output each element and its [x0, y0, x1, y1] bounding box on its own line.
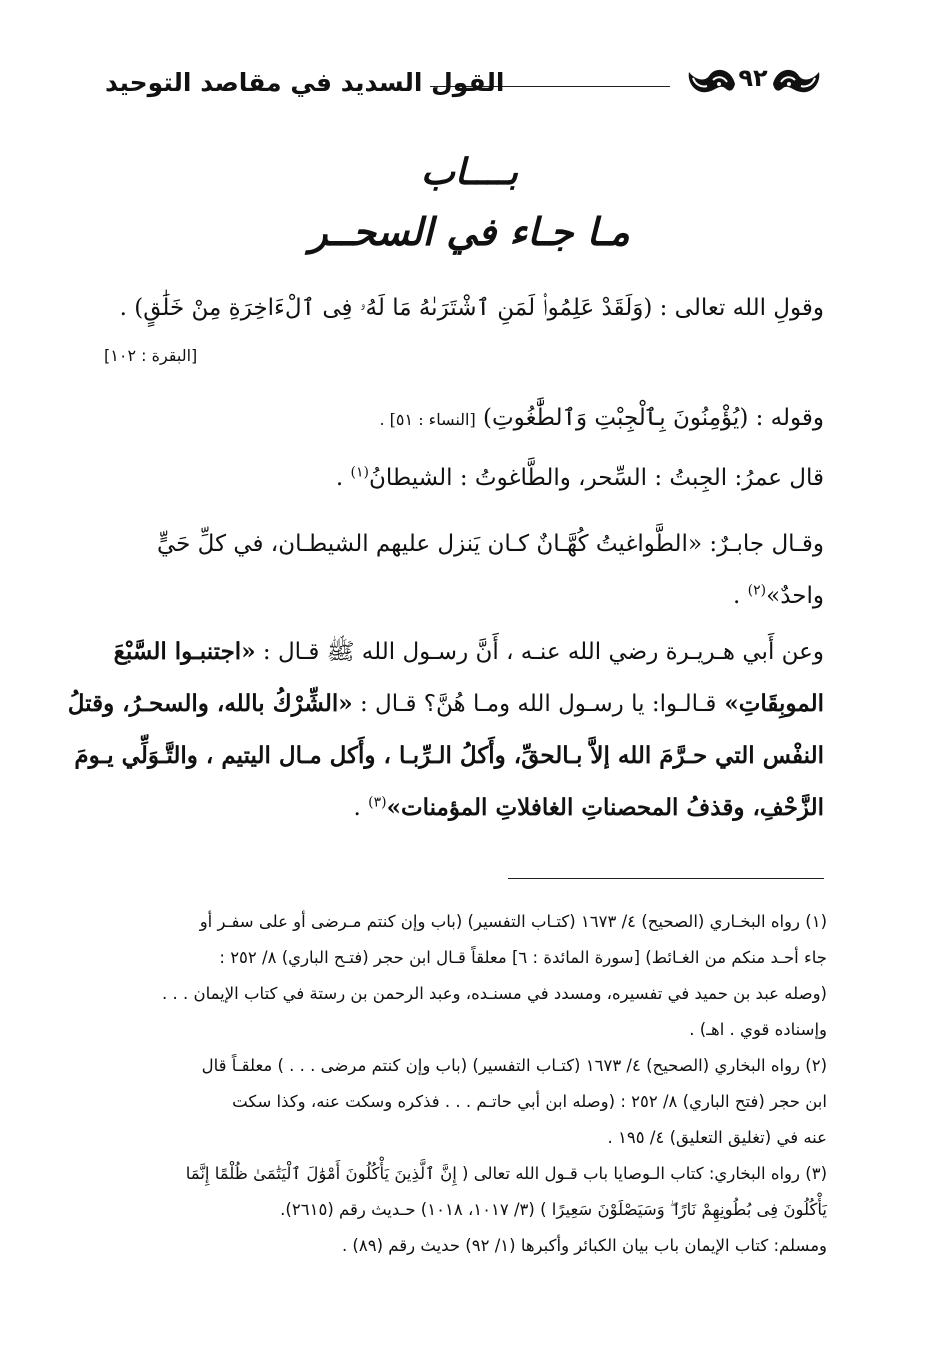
chapter-label: بــــاب — [420, 152, 519, 193]
quote-umar: قال عمرُ: الجِبتُ : السِّحر، والطَّاغوتُ : الشيطانُ — [368, 465, 824, 491]
paragraph-hadith: وعن أَبي هـريـرة رضي الله عنـه ، أَنَّ رسـول الله ﷺ قـال : «اجتنبـوا السَّبْعَ الموبِقَاتِ» قـالـوا: يا رسـول الله ومـا هُنَّ؟ قـال : «الشِّرْكُ بالله، والسحـرُ، وقتلُ النفْس التي حـرَّمَ الله إلاَّ بـالحقِّ، وأَكلُ الـرِّبـا ، وأَكل مـال اليتيم ، والتَّـوَلِّي يـومَ الزَّحْفِ، وقذفُ المحصناتِ الغافلاتِ المؤمنات»$^{(٣)}$ . — [67, 638, 824, 821]
chapter-title: مـا جـاء في السحــر — [309, 210, 630, 254]
hadith-line-2b: قـالـوا: يا رسـول الله ومـا هُنَّ؟ قـال : — [352, 691, 717, 717]
ornament-right-icon — [769, 62, 825, 102]
page-number: ٩٢ — [738, 64, 768, 92]
verse-citation: [النساء : ٥١] . — [379, 410, 476, 429]
footnote-1 — [112, 904, 827, 1048]
footnote-3-line: يَأْكُلُونَ فِى بُطُونِهِمْ نَارًا ۖ وَسَيَصْلَوْنَ سَعِيرًا ) (٣/ ١٠١٧، ١٠١٨) حـديث رقم (٢٦١٥). — [280, 1200, 827, 1219]
verse-intro: وقولِ الله تعالى : ( — [643, 295, 824, 321]
paragraph-verse-baqara — [104, 282, 824, 334]
footnote-2-line: (٢) رواه البخاري (الصحيح) ٤/ ١٦٧٣ (كتـاب التفسير) (باب وإن كنتم مرضى . . . ) معلقـاً قال — [201, 1056, 827, 1075]
ornament-left-icon — [683, 62, 739, 102]
footnote-1-line: جاء أحـد منكم من الغـائط) [سورة المائدة : ٦] معلقاً قـال ابن حجر (فتـح الباري) ٨/ ٢٥٢ : — [219, 948, 827, 967]
hadith-line-2a: الموبِقَاتِ» — [716, 690, 824, 717]
quran-verse: يُؤْمِنُونَ بِٱلْجِبْتِ وَٱلطَّٰغُوتِ — [492, 405, 740, 431]
hadith-line-2c: «الشِّرْكُ بالله، والسحـرُ، وقتلُ — [67, 690, 353, 717]
hadith-line-4: الزَّحْفِ، وقذفُ المحصناتِ الغافلاتِ المؤمنات» — [386, 794, 824, 821]
quran-verse: وَلَقَدْ عَلِمُوا۟ لَمَنِ ٱشْتَرَىٰهُ مَا لَهُۥ فِى ٱلْءَاخِرَةِ مِنْ خَلَٰقٍ — [143, 295, 644, 321]
footnote-3 — [112, 1156, 827, 1264]
jabir-line-1: وقـال جابـرٌ: «الطَّواغيتُ كُهَّـانٌ كـان يَنزل عليهم الشيطـان، في كلِّ حَيٍّ — [156, 531, 824, 557]
footnote-ref-2[interactable]: (٢) — [747, 582, 767, 599]
footnote-ref-3[interactable]: (٣) — [368, 794, 387, 811]
footnote-1-line: (وصله عبد بن حميد في تفسيره، ومسدد في مسنـده، وعبد الرحمن بن رستة في كتاب الإيمان . . . — [162, 984, 827, 1003]
hadith-line-1b: «اجتنبـوا السَّبْعَ — [113, 638, 256, 665]
footnote-1-line: (١) رواه البخـاري (الصحيح) ٤/ ١٦٧٣ (كتـاب التفسير) (باب وإن كنتم مـرضى أو على سفـر أو — [199, 912, 827, 931]
verse-citation: [البقرة : ١٠٢] — [104, 346, 198, 365]
verse-close: ) — [483, 405, 493, 431]
footnote-separator — [508, 878, 824, 879]
footnote-1-line: وإسناده قوي . اهـ) . — [689, 1020, 827, 1039]
footnote-2 — [112, 1048, 827, 1156]
footnote-2-line: ابن حجر (فتح الباري) ٨/ ٢٥٢ : (وصله ابن أبي حاتـم . . . فذكره وسكت عنه، وكذا سكت — [232, 1092, 827, 1111]
verse-intro: وقوله : ( — [739, 405, 824, 431]
paragraph-umar: قال عمرُ: الجِبتُ : السِّحر، والطَّاغوتُ : الشيطانُ$^{(١)}$ . — [335, 464, 824, 491]
running-header — [105, 62, 825, 112]
footnote-3-line: ومسلم: كتاب الإيمان باب بيان الكبائر وأكبرها (١/ ٩٢) حديث رقم (٨٩) . — [341, 1236, 827, 1255]
book-title: القول السديد في مقاصد التوحيد — [105, 68, 505, 97]
hadith-line-3: النفْس التي حـرَّمَ الله إلاَّ بـالحقِّ، وأَكلُ الـرِّبـا ، وأَكل مـال اليتيم ، والتَّـوَلِّي يـومَ — [74, 742, 824, 769]
paragraph-verse-nisa — [104, 392, 824, 446]
footnote-2-line: عنه في (تغليق التعليق) ٤/ ١٩٥ . — [607, 1128, 827, 1147]
verse-close: ) . — [119, 295, 144, 321]
footnote-ref-1[interactable]: (١) — [350, 464, 369, 481]
jabir-line-2: واحدٌ» — [766, 583, 824, 609]
paragraph-jabir: وقـال جابـرٌ: «الطَّواغيتُ كُهَّـانٌ كـان يَنزل عليهم الشيطـان، في كلِّ حَيٍّ واحدٌ»$^{(٢)}$ . — [104, 518, 824, 622]
footnote-3-line: (٣) رواه البخاري: كتاب الـوصايا باب قـول الله تعالى ( إِنَّ ٱلَّذِينَ يَأْكُلُونَ أَمْوَٰلَ ٱلْيَتَٰمَىٰ ظُلْمًا إِنَّمَا — [185, 1164, 827, 1183]
hadith-line-1a: وعن أَبي هـريـرة رضي الله عنـه ، أَنَّ رسـول الله ﷺ قـال : — [255, 639, 824, 665]
